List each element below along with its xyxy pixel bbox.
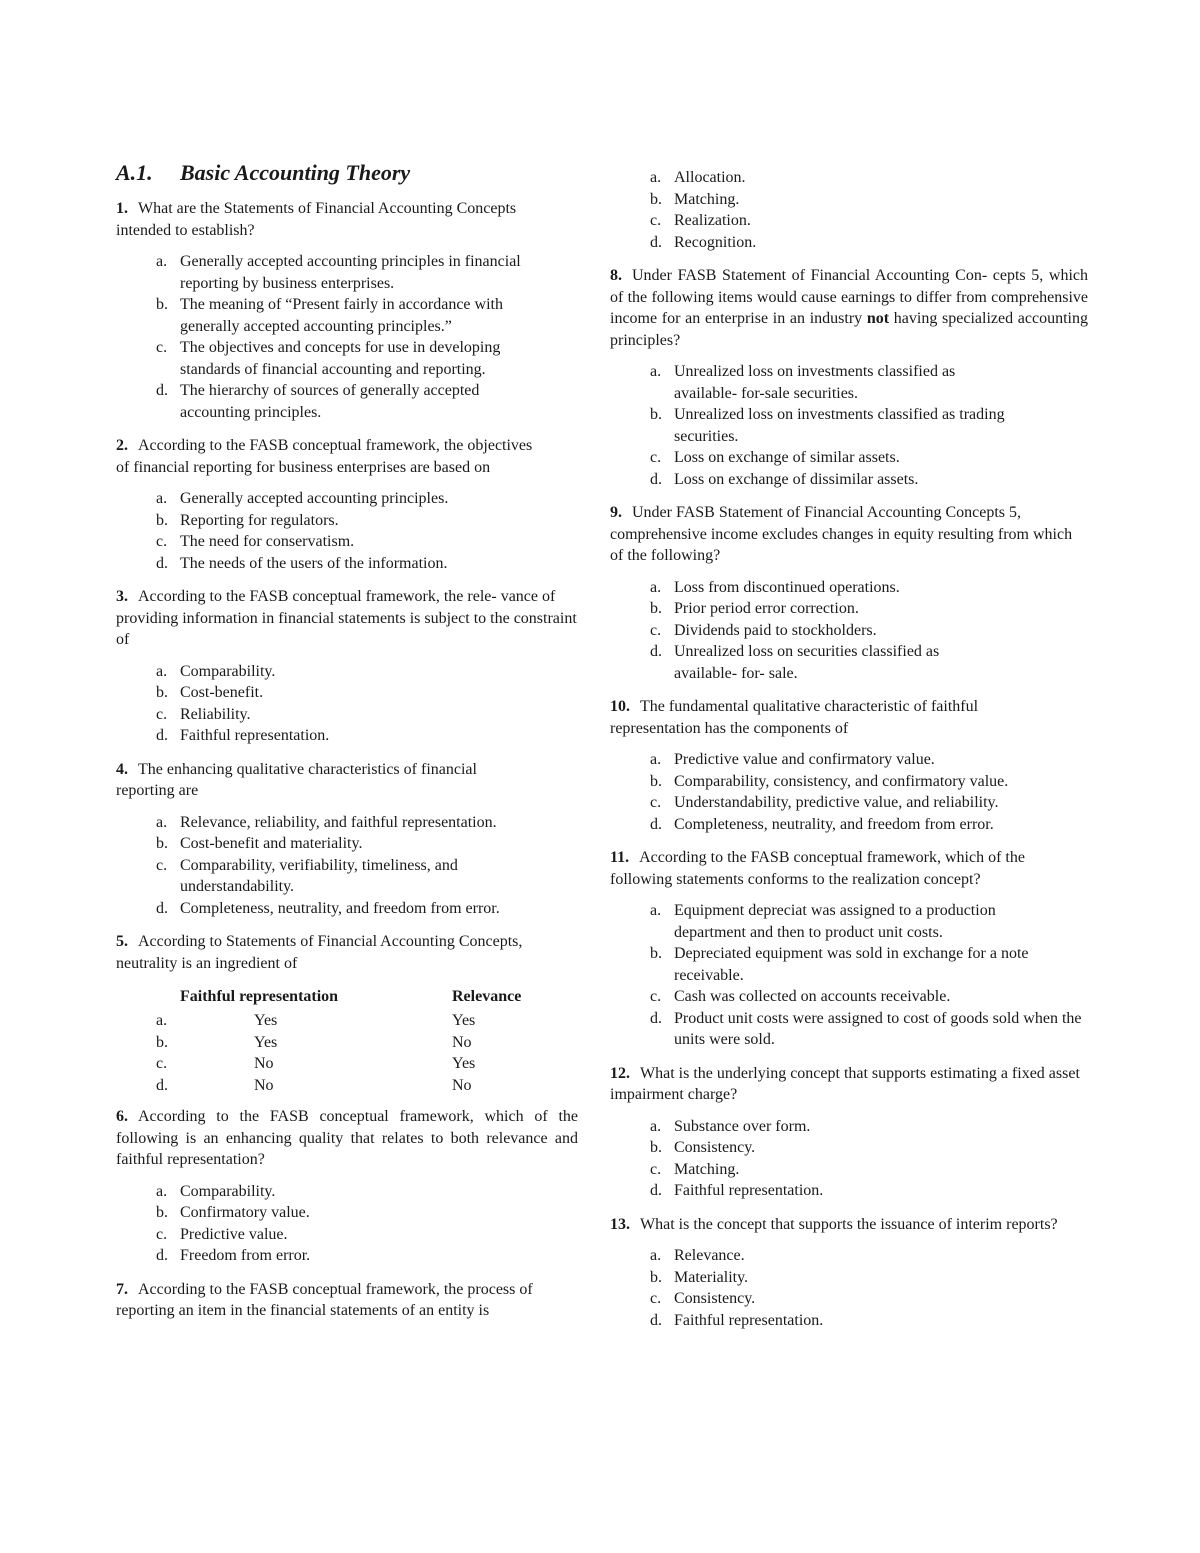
question-number: 10. (610, 698, 630, 715)
question-text: According to the FASB conceptual framework, the objectives of financial reporting for business enterprises are based on (116, 437, 533, 476)
table-row[interactable]: b. Yes No (156, 1033, 472, 1051)
answer-options (116, 661, 578, 747)
option-b[interactable]: b. Depreciated equipment was sold in exchange for a note receivable. (650, 945, 1029, 984)
answer-options (610, 361, 1088, 490)
option-a[interactable]: a. Unrealized loss on investments classified as available- for-sale securities. (650, 363, 956, 402)
question-text: What is the underlying concept that supports estimating a fixed asset impairment charge? (610, 1064, 1080, 1103)
left-column (116, 160, 578, 1332)
option-d[interactable]: d. Faithful representation. (156, 727, 330, 744)
option-c[interactable]: c. Understandability, predictive value, and reliability. (650, 794, 999, 811)
question-4 (116, 759, 578, 802)
option-b[interactable]: b. Cost-benefit and materiality. (156, 835, 363, 852)
option-b[interactable]: b. Comparability, consistency, and confirmatory value. (650, 772, 1009, 790)
question-number: 13. (610, 1215, 630, 1233)
question-number: 6. (116, 1108, 128, 1125)
question-number: 9. (610, 504, 622, 521)
table-row[interactable]: a. Yes Yes (156, 1012, 476, 1029)
question-number: 8. (610, 267, 622, 284)
answer-options (610, 167, 1088, 253)
question-12 (610, 1063, 1088, 1106)
option-c[interactable]: c. Matching. (650, 1160, 740, 1178)
question-text: The fundamental qualitative characteristic of faithful representation has the components of (610, 698, 979, 737)
option-d[interactable]: d. Faithful representation. (650, 1182, 824, 1199)
option-b[interactable]: b. Matching. (650, 190, 740, 208)
option-d[interactable]: d. The needs of the users of the information. (156, 554, 448, 572)
question-text: What are the Statements of Financial Accounting Concepts intended to establish? (116, 200, 517, 239)
question-text: The enhancing qualitative characteristics of financial reporting are (116, 760, 477, 799)
question-number: 5. (116, 933, 128, 950)
question-11 (610, 847, 1088, 890)
question-number: 7. (116, 1280, 128, 1298)
question-text: Under FASB Statement of Financial Accounting Con- cepts 5, which of the following items would cause earnings to differ from comprehensive income for an enterprise in an industry (610, 267, 1088, 327)
option-a[interactable]: a. Comparability. (156, 662, 276, 680)
question-text: What is the concept that supports the issuance of interim reports? (640, 1215, 1058, 1233)
option-a[interactable]: a. Allocation. (650, 169, 746, 186)
question-number: 11. (610, 849, 630, 866)
option-c[interactable]: c. Loss on exchange of similar assets. (650, 449, 900, 466)
question-text: According to the FASB conceptual framework, which of the following is an enhancing quality that relates to both relevance and faithful representation? (116, 1108, 578, 1168)
answer-options (610, 749, 1088, 835)
question-7 (116, 1279, 578, 1322)
option-c[interactable]: c. Dividends paid to stockholders. (650, 621, 877, 639)
option-d[interactable]: d. Unrealized loss on securities classified as available- for- sale. (650, 643, 940, 682)
option-a[interactable]: a. Loss from discontinued operations. (650, 578, 900, 596)
question-6 (116, 1106, 578, 1171)
column-header-relevance: Relevance (452, 988, 522, 1006)
option-d[interactable]: d. Freedom from error. (156, 1247, 311, 1264)
answer-options (610, 1116, 1088, 1202)
option-d[interactable]: d. Product unit costs were assigned to cost of goods sold when the units were sold. (650, 1009, 1082, 1048)
question-text: Under FASB Statement of Financial Accounting Concepts 5, comprehensive income excludes changes in equity resulting from which of the following? (610, 504, 1073, 564)
option-a[interactable]: a. Generally accepted accounting principles in financial reporting by business enterprises. (156, 253, 521, 292)
option-b[interactable]: b. Cost-benefit. (156, 684, 264, 701)
question-2 (116, 435, 578, 478)
option-a[interactable]: a. Comparability. (156, 1182, 276, 1200)
question-3 (116, 586, 578, 651)
option-a[interactable]: a. Equipment depreciat was assigned to a production department and then to product unit costs. (650, 902, 996, 941)
option-c[interactable]: c. Consistency. (650, 1290, 756, 1307)
option-b[interactable]: b. Materiality. (650, 1268, 749, 1286)
option-b[interactable]: b. Reporting for regulators. (156, 511, 339, 529)
option-d[interactable]: d. The hierarchy of sources of generally accepted accounting principles. (156, 382, 480, 421)
option-d[interactable]: d. Completeness, neutrality, and freedom from error. (650, 815, 994, 833)
column-header-faithful-representation: Faithful representation (180, 988, 339, 1006)
question-number: 1. (116, 200, 128, 217)
option-b[interactable]: b. Consistency. (650, 1139, 756, 1156)
question-text: According to Statements of Financial Accounting Concepts, neutrality is an ingredient of (116, 933, 523, 972)
question-9 (610, 502, 1088, 567)
answer-options (116, 1181, 578, 1267)
option-a[interactable]: a. Predictive value and confirmatory value. (650, 751, 935, 768)
question-text: According to the FASB conceptual framework, the rele- vance of providing information in financial statements is subject to the constraint of (116, 588, 577, 648)
option-c[interactable]: c. The objectives and concepts for use in developing standards of financial accounting and reporting. (156, 339, 501, 378)
option-a[interactable]: a. Relevance, reliability, and faithful representation. (156, 813, 497, 831)
question-5 (116, 931, 578, 974)
question-number: 3. (116, 588, 128, 605)
option-c[interactable]: c. Realization. (650, 212, 751, 229)
option-c[interactable]: c. Reliability. (156, 705, 251, 723)
option-c[interactable]: c. Cash was collected on accounts receivable. (650, 988, 951, 1005)
option-c[interactable]: c. The need for conservatism. (156, 533, 355, 550)
option-b[interactable]: b. Confirmatory value. (156, 1204, 310, 1221)
option-b[interactable]: b. Unrealized loss on investments classified as trading securities. (650, 406, 1005, 445)
table-row[interactable]: d. No No (156, 1076, 472, 1094)
answer-options (610, 577, 1088, 685)
question-10 (610, 696, 1088, 739)
section-title: Basic Accounting Theory (180, 160, 411, 185)
option-c[interactable]: c. Comparability, verifiability, timeliness, and understandability. (156, 856, 458, 895)
table-row[interactable]: c. No Yes (156, 1055, 476, 1072)
option-b[interactable]: b. Prior period error correction. (650, 600, 859, 617)
answer-options (610, 900, 1088, 1051)
question-number: 4. (116, 760, 128, 778)
section-heading (116, 160, 578, 186)
option-d[interactable]: d. Recognition. (650, 233, 757, 251)
question-1 (116, 198, 578, 241)
right-column (610, 167, 1088, 1343)
question-text: According to the FASB conceptual framework, the process of reporting an item in the financial statements of an entity is (116, 1280, 533, 1319)
option-a[interactable]: a. Substance over form. (650, 1117, 811, 1135)
option-a[interactable]: a. Generally accepted accounting principles. (156, 490, 449, 507)
option-d[interactable]: d. Faithful representation. (650, 1311, 824, 1329)
answer-options (116, 251, 578, 423)
answer-options (116, 488, 578, 574)
answer-table (156, 984, 521, 1096)
question-number: 2. (116, 437, 128, 454)
answer-options (610, 1245, 1088, 1331)
option-b[interactable]: b. The meaning of “Present fairly in accordance with generally accepted accounting principles.” (156, 296, 503, 335)
emphasis-not: not (866, 310, 890, 327)
option-d[interactable]: d. Completeness, neutrality, and freedom from error. (156, 899, 500, 917)
option-c[interactable]: c. Predictive value. (156, 1225, 288, 1243)
question-number: 12. (610, 1064, 630, 1082)
question-13 (610, 1214, 1088, 1236)
option-d[interactable]: d. Loss on exchange of dissimilar assets. (650, 470, 919, 488)
section-number: A.1. (116, 160, 153, 185)
question-text: According to the FASB conceptual framework, which of the following statements conforms to the realization concept? (610, 849, 1025, 888)
answer-options (116, 812, 578, 920)
option-a[interactable]: a. Relevance. (650, 1247, 745, 1264)
question-8: 8. Under FASB Statement of Financial Accounting Con- cepts 5, which of the following items would cause earnings to differ from comprehensive income for an enterprise in an industry not having specialized accounting principles? (610, 267, 1088, 349)
